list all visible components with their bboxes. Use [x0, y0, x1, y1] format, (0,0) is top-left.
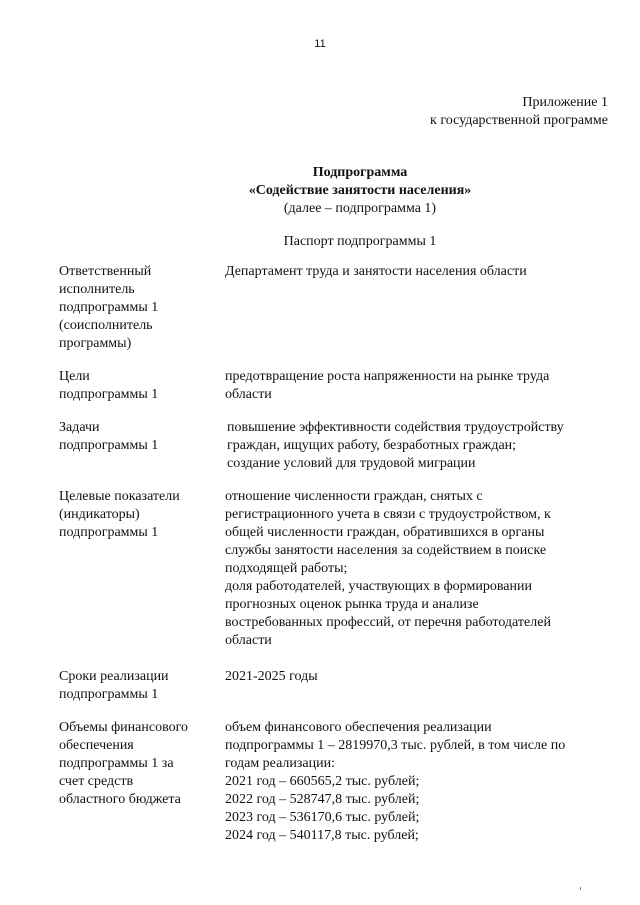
row-label: [59, 263, 225, 353]
row-label: [59, 668, 225, 704]
title-line-1: Подпрограмма: [312, 165, 408, 180]
value-line: области: [225, 387, 272, 402]
value-line: 2021 год – 660565,2 тыс. рублей;: [225, 774, 420, 789]
value-line: создание условий для трудовой миграции: [227, 456, 476, 471]
value-line: повышение эффективности содействия трудоустройству: [227, 420, 564, 435]
value-line: 2023 год – 536170,6 тыс. рублей;: [225, 810, 420, 825]
row-label: [59, 719, 225, 845]
value-line: прогнозных оценок рынка труда и анализе: [225, 597, 479, 612]
value-line: подпрограммы 1 – 2819970,3 тыс. рублей, в том числе по: [225, 738, 566, 753]
row-label: [59, 488, 225, 650]
row-timeline: [59, 668, 607, 704]
label-line: подпрограммы 1: [59, 387, 159, 402]
label-line: исполнитель: [59, 282, 135, 297]
label-line: Задачи: [59, 420, 100, 435]
label-line: подпрограммы 1: [59, 438, 159, 453]
label-line: подпрограммы 1 за: [59, 756, 174, 771]
row-indicators: [59, 488, 607, 650]
label-line: подпрограммы 1: [59, 687, 159, 702]
scan-mark: [580, 887, 581, 890]
row-value: [225, 263, 607, 353]
value-line: объем финансового обеспечения реализации: [225, 720, 492, 735]
value-line: области: [225, 633, 272, 648]
label-line: Целевые показатели: [59, 489, 180, 504]
label-line: подпрограммы 1: [59, 300, 159, 315]
row-value: [225, 419, 607, 473]
row-label: [59, 368, 225, 404]
passport-title: Паспорт подпрограммы 1: [283, 234, 437, 249]
page-number: 11: [314, 38, 326, 50]
appendix-line-1: Приложение 1: [522, 95, 608, 110]
value-line: 2024 год – 540117,8 тыс. рублей;: [225, 828, 419, 843]
appendix-line-2: к государственной программе: [430, 113, 608, 128]
label-line: Сроки реализации: [59, 669, 169, 684]
row-tasks: [59, 419, 607, 473]
value-line: службы занятости населения за содействием в поиске: [225, 543, 547, 558]
label-line: Объемы финансового: [59, 720, 188, 735]
value-line: предотвращение роста напряженности на рынке труда: [225, 369, 550, 384]
label-line: подпрограммы 1: [59, 525, 159, 540]
value-line: 2022 год – 528747,8 тыс. рублей;: [225, 792, 420, 807]
row-responsible: [59, 263, 607, 353]
subprogram-title: [160, 164, 560, 218]
label-line: (соисполнитель: [59, 318, 153, 333]
value-line: 2021-2025 годы: [225, 669, 318, 684]
label-line: Ответственный: [59, 264, 152, 279]
value-line: подходящей работы;: [225, 561, 348, 576]
label-line: (индикаторы): [59, 507, 140, 522]
value-line: доля работодателей, участвующих в формировании: [225, 579, 532, 594]
row-goals: [59, 368, 607, 404]
label-line: счет средств: [59, 774, 134, 789]
row-funding: [59, 719, 607, 845]
value-line: годам реализации:: [225, 756, 335, 771]
row-value: [225, 668, 607, 704]
row-label: [59, 419, 225, 473]
row-value: [225, 488, 607, 650]
title-line-3: (далее – подпрограмма 1): [283, 201, 437, 216]
label-line: областного бюджета: [59, 792, 181, 807]
label-line: Цели: [59, 369, 90, 384]
label-line: программы): [59, 336, 132, 351]
value-line: Департамент труда и занятости населения области: [225, 264, 527, 279]
value-line: граждан, ищущих работу, безработных граждан;: [227, 438, 517, 453]
value-line: востребованных профессий, от перечня работодателей: [225, 615, 551, 630]
row-value: [225, 368, 607, 404]
passport-table: [59, 263, 607, 845]
appendix-note: [430, 94, 608, 130]
value-line: отношение численности граждан, снятых с: [225, 489, 483, 504]
value-line: регистрационного учета в связи с трудоустройством, к: [225, 507, 551, 522]
row-value: [225, 719, 607, 845]
label-line: обеспечения: [59, 738, 134, 753]
title-line-2: «Содействие занятости населения»: [248, 183, 472, 198]
value-line: общей численности граждан, обратившихся в органы: [225, 525, 545, 540]
